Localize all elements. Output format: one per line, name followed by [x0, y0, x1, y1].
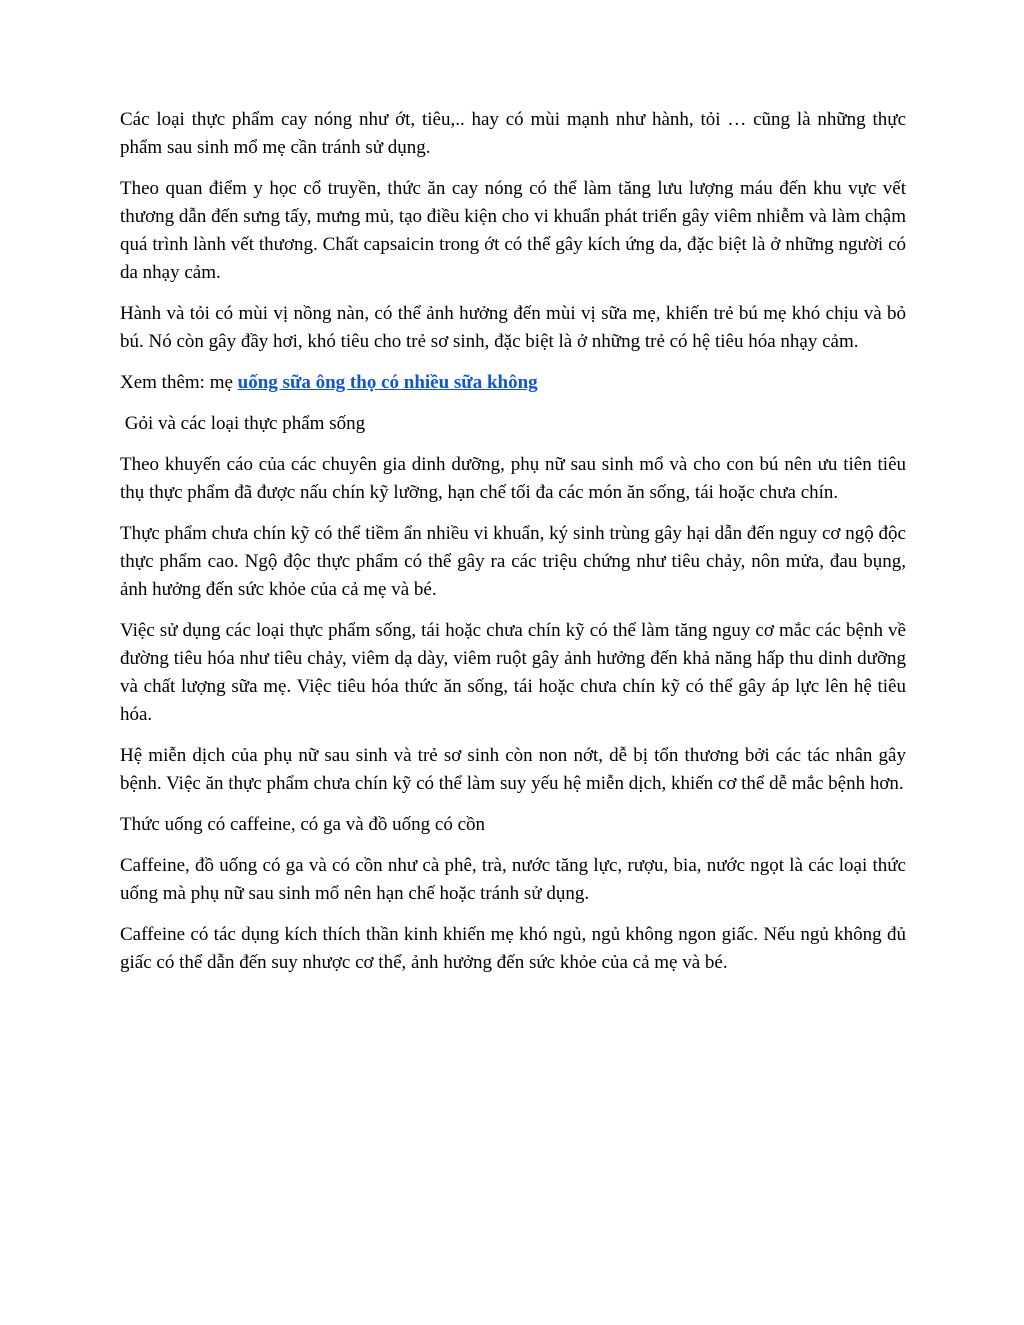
body-paragraph: Caffeine có tác dụng kích thích thần kinh khiến mẹ khó ngủ, ngủ không ngon giấc. Nếu ngủ không đủ giấc có thể dẫn đến suy nhược cơ thể, ảnh hưởng đến sức khỏe của cả mẹ và bé.	[120, 924, 906, 973]
body-paragraph: Caffeine, đồ uống có ga và có cồn như cà phê, trà, nước tăng lực, rượu, bia, nước ngọt là các loại thức uống mà phụ nữ sau sinh mổ nên hạn chế hoặc tránh sử dụng.	[120, 855, 906, 904]
body-paragraph: Các loại thực phẩm cay nóng như ớt, tiêu,.. hay có mùi mạnh như hành, tỏi … cũng là những thực phẩm sau sinh mổ mẹ cần tránh sử dụng.	[120, 109, 906, 158]
document-content	[120, 0, 906, 977]
inline-link[interactable]: uống sữa ông thọ có nhiều sữa không	[237, 372, 538, 393]
section-heading: Thức uống có caffeine, có ga và đồ uống có cồn	[120, 814, 486, 835]
link-prefix-text: Xem thêm: mẹ	[120, 372, 238, 393]
body-paragraph: Theo khuyến cáo của các chuyên gia dinh dưỡng, phụ nữ sau sinh mổ và cho con bú nên ưu tiên tiêu thụ thực phẩm đã được nấu chín kỹ lưỡng, hạn chế tối đa các món ăn sống, tái hoặc chưa chín.	[120, 454, 906, 503]
link-paragraph	[120, 369, 906, 397]
body-paragraph: Hành và tỏi có mùi vị nồng nàn, có thể ảnh hưởng đến mùi vị sữa mẹ, khiến trẻ bú mẹ khó chịu và bỏ bú. Nó còn gây đầy hơi, khó tiêu cho trẻ sơ sinh, đặc biệt là ở những trẻ có hệ tiêu hóa nhạy cảm.	[120, 303, 906, 352]
body-paragraph: Việc sử dụng các loại thực phẩm sống, tái hoặc chưa chín kỹ có thể làm tăng nguy cơ mắc các bệnh về đường tiêu hóa như tiêu chảy, viêm dạ dày, viêm ruột gây ảnh hưởng đến khả năng hấp thu dinh dưỡng và chất lượng sữa mẹ. Việc tiêu hóa thức ăn sống, tái hoặc chưa chín kỹ có thể gây áp lực lên hệ tiêu hóa.	[120, 620, 906, 725]
section-heading: Gỏi và các loại thực phẩm sống	[120, 413, 366, 434]
body-paragraph: Theo quan điểm y học cổ truyền, thức ăn cay nóng có thể làm tăng lưu lượng máu đến khu vực vết thương dẫn đến sưng tấy, mưng mủ, tạo điều kiện cho vi khuẩn phát triển gây viêm nhiễm và làm chậm quá trình lành vết thương. Chất capsaicin trong ớt có thể gây kích ứng da, đặc biệt là ở những người có da nhạy cảm.	[120, 178, 906, 283]
body-paragraph: Thực phẩm chưa chín kỹ có thể tiềm ẩn nhiều vi khuẩn, ký sinh trùng gây hại dẫn đến nguy cơ ngộ độc thực phẩm cao. Ngộ độc thực phẩm có thể gây ra các triệu chứng như tiêu chảy, nôn mửa, đau bụng, ảnh hưởng đến sức khỏe của cả mẹ và bé.	[120, 523, 906, 600]
body-paragraph: Hệ miễn dịch của phụ nữ sau sinh và trẻ sơ sinh còn non nớt, dễ bị tổn thương bởi các tác nhân gây bệnh. Việc ăn thực phẩm chưa chín kỹ có thể làm suy yếu hệ miễn dịch, khiến cơ thể dễ mắc bệnh hơn.	[120, 745, 906, 794]
